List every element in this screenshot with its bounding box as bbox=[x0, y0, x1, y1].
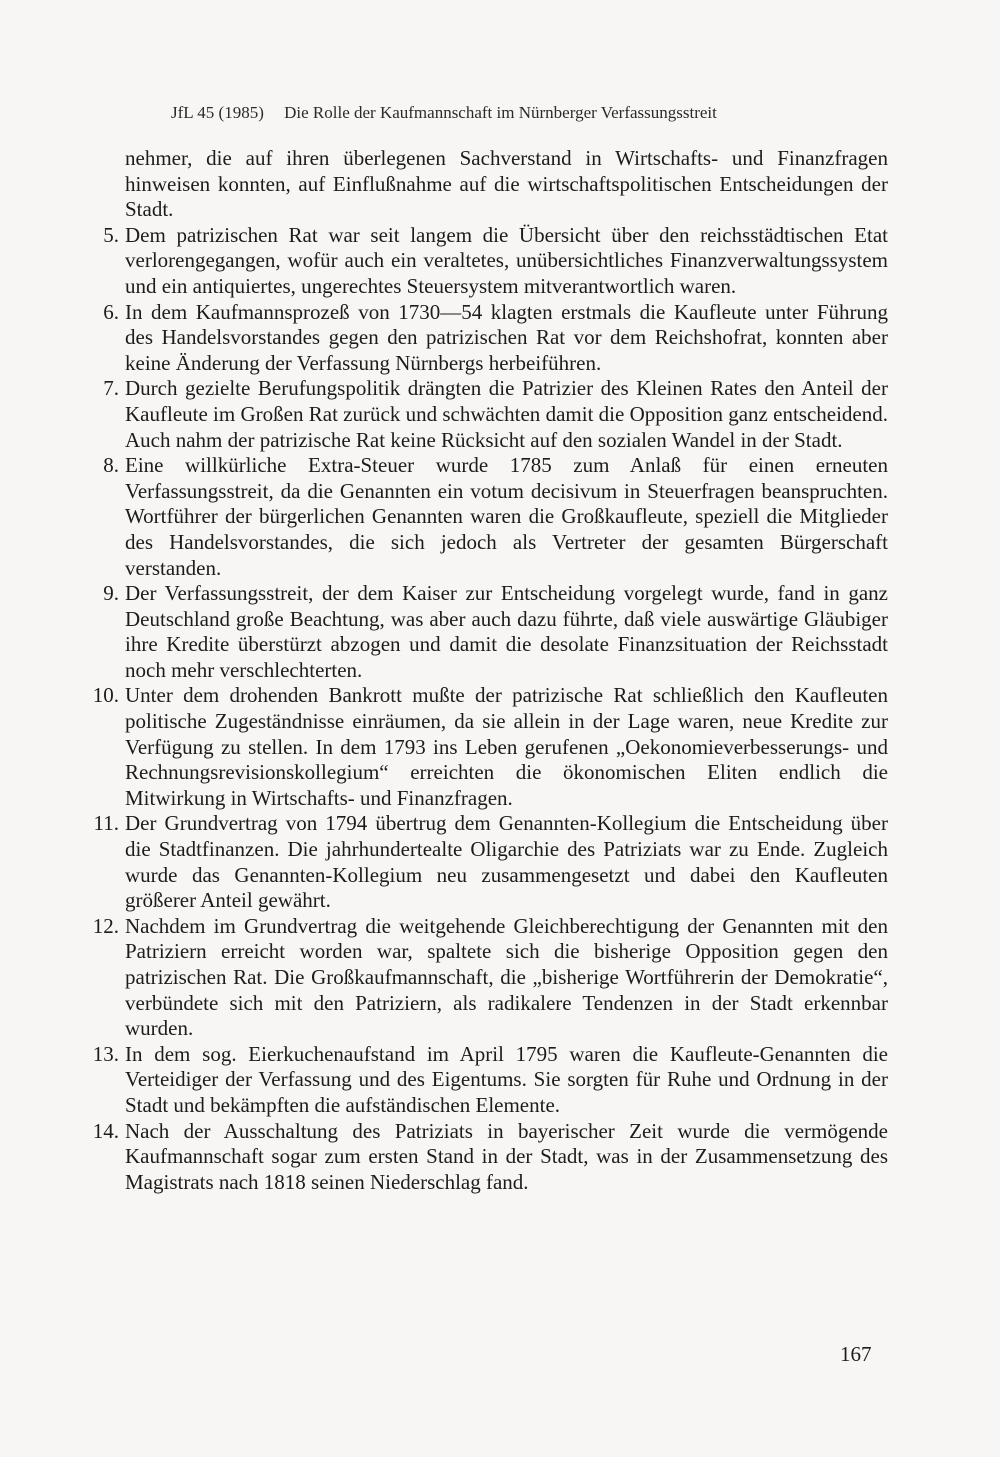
list-item bbox=[92, 683, 888, 811]
item-text: Dem patrizischen Rat war seit langem die Übersicht über den reichsstädtischen Etat verlorengegangen, wofür auch ein veraltetes, unübersichtliches Finanzverwaltungssystem und ein antiquiertes, ungerechtes Steuersystem mitverantwortlich waren. bbox=[125, 222, 888, 298]
item-number: 9. bbox=[103, 581, 119, 606]
body-text bbox=[92, 146, 888, 1195]
item-number: 8. bbox=[103, 453, 119, 478]
continuation-paragraph: nehmer, die auf ihren überlegenen Sachverstand in Wirtschafts- und Finanzfragen hinweisen konnten, auf Einflußnahme auf die wirtschaftspolitischen Entscheidungen der Stadt. bbox=[125, 146, 888, 222]
item-number: 10. bbox=[92, 683, 119, 708]
item-number: 5. bbox=[103, 222, 119, 247]
list-item bbox=[103, 581, 888, 683]
item-number: 7. bbox=[103, 376, 119, 401]
list-item bbox=[103, 376, 888, 453]
list-item bbox=[103, 453, 888, 581]
journal-reference: JfL 45 (1985) bbox=[171, 103, 264, 122]
article-title: Die Rolle der Kaufmannschaft im Nürnberger Verfassungsstreit bbox=[284, 103, 717, 122]
item-text: Der Verfassungsstreit, der dem Kaiser zur Entscheidung vorgelegt wurde, fand in ganz Deutschland große Beachtung, was aber auch dazu führte, daß viele auswärtige Gläubiger ihre Kredite überstürzt abzogen und damit die desolate Finanzsituation der Reichsstadt noch mehr verschlechterten. bbox=[125, 581, 888, 682]
item-number: 12. bbox=[92, 913, 119, 938]
item-text: Der Grundvertrag von 1794 übertrug dem Genannten-Kollegium die Entscheidung über die Stadtfinanzen. Die jahrhundertealte Oligarchie des Patriziats war zu Ende. Zugleich wurde das Genannten-Kollegium neu zusammengesetzt und dabei den Kaufleuten größerer Anteil gewährt. bbox=[125, 811, 888, 913]
item-number: 13. bbox=[92, 1041, 119, 1066]
item-text: In dem Kaufmannsprozeß von 1730—54 klagten erstmals die Kaufleute unter Führung des Handelsvorstandes gegen den patrizischen Rat vor dem Reichshofrat, konnten aber keine Änderung der Verfassung Nürnbergs herbeiführen. bbox=[125, 299, 888, 375]
list-item bbox=[92, 1041, 888, 1119]
page-number: 167 bbox=[840, 1342, 872, 1366]
item-text: Eine willkürliche Extra-Steuer wurde 1785 zum Anlaß für einen erneuten Verfassungsstreit, da die Genannten ein votum decisivum in Steuerfragen beanspruchten. Wortführer der bürgerlichen Genannten waren die Großkaufleute, speziell die Mitglieder des Handelsvorstandes, die sich jedoch als Vertreter der gesamten Bürgerschaft verstanden. bbox=[125, 453, 888, 580]
list-item bbox=[92, 913, 888, 1042]
item-text: Nachdem im Grundvertrag die weitgehende Gleichberechtigung der Genannten mit den Patriziern erreicht worden war, spaltete sich die bisherige Opposition gegen den patrizischen Rat. Die Großkaufmannschaft, die „bisherige Wortführerin der Demokratie“, verbündete sich mit den Patriziern, als radikalere Tendenzen in der Stadt erkennbar wurden. bbox=[125, 913, 888, 1041]
item-text: Durch gezielte Berufungspolitik drängten die Patrizier des Kleinen Rates den Anteil der Kaufleute im Großen Rat zurück und schwächten damit die Opposition ganz entscheidend. Auch nahm der patrizische Rat keine Rücksicht auf den sozialen Wandel in der Stadt. bbox=[125, 376, 888, 452]
item-text: Unter dem drohenden Bankrott mußte der patrizische Rat schließlich den Kaufleuten politische Zugeständnisse einräumen, da sie allein in der Lage waren, neue Kredite zur Verfügung zu stellen. In dem 1793 ins Leben gerufenen „Oekonomieverbesserungs- und Rechnungsrevisionskollegium“ erreichten die ökonomischen Eliten endlich die Mitwirkung in Wirtschafts- und Finanzfragen. bbox=[125, 683, 888, 810]
item-number: 6. bbox=[103, 299, 119, 324]
item-number: 11. bbox=[93, 811, 119, 836]
item-text: Nach der Ausschaltung des Patriziats in bayerischer Zeit wurde die vermögende Kaufmannschaft sogar zum ersten Stand in der Stadt, was in der Zusammensetzung des Magistrats nach 1818 seinen Niederschlag fand. bbox=[125, 1118, 888, 1194]
item-number: 14. bbox=[92, 1118, 119, 1143]
running-header bbox=[171, 103, 891, 123]
list-item bbox=[93, 811, 888, 913]
list-item bbox=[92, 1118, 888, 1196]
item-text: In dem sog. Eierkuchenaufstand im April 1795 waren die Kaufleute-Genannten die Verteidiger der Verfassung und des Eigentums. Sie sorgten für Ruhe und Ordnung in der Stadt und bekämpften die aufständischen Elemente. bbox=[125, 1041, 888, 1117]
list-item bbox=[103, 222, 888, 300]
list-item bbox=[103, 299, 888, 377]
